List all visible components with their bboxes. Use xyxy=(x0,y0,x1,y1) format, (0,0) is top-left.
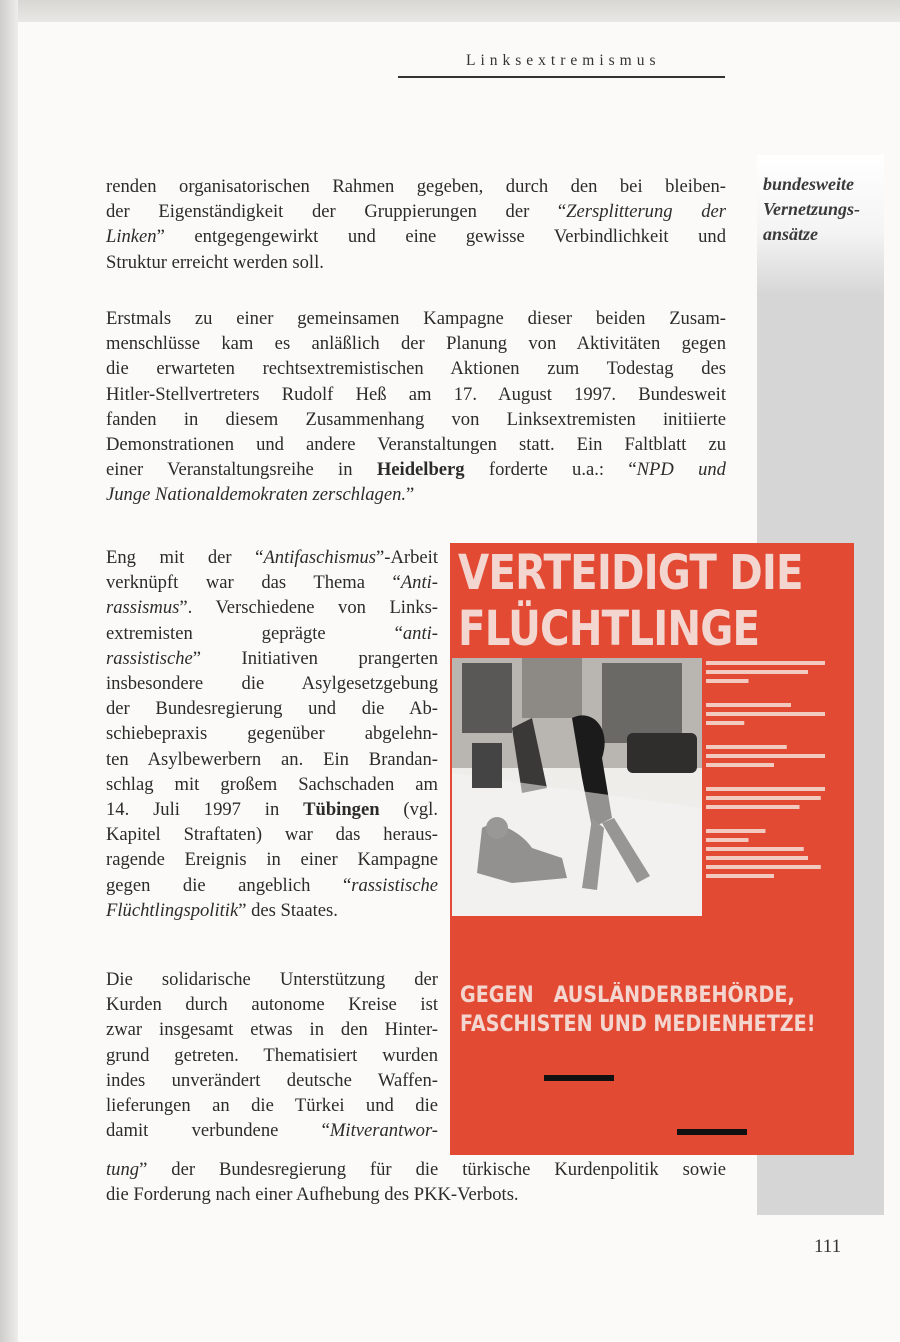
poster-slogan-line: FASCHISTEN UND MEDIENHETZE! xyxy=(460,1012,816,1037)
text-line: der Bundesregierung und die Ab- xyxy=(106,698,438,720)
protest-poster-image xyxy=(450,543,854,1155)
text-line: Demonstrationen und andere Veranstaltungen statt. Ein Faltblatt zu xyxy=(106,434,726,456)
margin-note-line: Vernetzungs- xyxy=(763,199,861,219)
text-line: 14. Juli 1997 in Tübingen (vgl. xyxy=(106,799,438,821)
text-line xyxy=(106,482,726,507)
text-run-italic: Junge Nationaldemokraten zerschlagen. xyxy=(106,484,407,506)
text-line: die Forderung nach einer Aufhebung des PKK-Verbots. xyxy=(106,1184,519,1206)
text-run: einer Veranstaltungsreihe in xyxy=(106,459,377,481)
text-line: rassismus”. Verschiedene von Links- xyxy=(106,597,438,619)
text-line: Kapitel Straftaten) war das heraus- xyxy=(106,824,438,846)
text-line: verknüpft war das Thema “Anti- xyxy=(106,572,438,594)
text-line: ten Asylbewerbern an. Ein Brandan- xyxy=(106,748,438,770)
text-run: ” xyxy=(406,484,415,506)
text-line: lieferungen an die Türkei und die xyxy=(106,1095,438,1117)
text-line: rassistische” Initiativen prangerten xyxy=(106,647,438,669)
text-line: insbesondere die Asylgesetzgebung xyxy=(106,673,438,695)
text-line: schlag mit großem Sachschaden am xyxy=(106,773,438,795)
text-run-italic: Zersplitterung der xyxy=(566,201,726,223)
text-line: schiebepraxis gegenüber abgelehn- xyxy=(106,723,438,745)
text-line: indes unverändert deutsche Waffen- xyxy=(106,1069,438,1091)
text-line: Eng mit der “Antifaschismus”-Arbeit xyxy=(106,547,438,568)
text-line: damit verbundene “Mitverantwor- xyxy=(106,1120,438,1142)
poster-small-print xyxy=(706,661,834,951)
text-line: Hitler-Stellvertreters Rudolf Heß am 17. August 1997. Bundesweit xyxy=(106,383,726,405)
poster-black-bar xyxy=(677,1129,747,1135)
text-run: forderte u.a.: “ xyxy=(464,459,637,481)
margin-note xyxy=(763,172,888,247)
text-line: extremisten geprägte “anti- xyxy=(106,622,438,644)
text-run-bold: Heidelberg xyxy=(376,459,465,481)
text-line: Flüchtlingspolitik” des Staates. xyxy=(106,899,338,921)
text-line xyxy=(106,224,726,249)
poster-headline-line: VERTEIDIGT DIE xyxy=(458,545,803,601)
page-top-shadow xyxy=(0,0,900,22)
margin-note-line: bundesweite xyxy=(763,174,855,194)
poster-bottom-slogan xyxy=(460,981,825,1039)
street-scene-photo xyxy=(452,658,702,916)
text-line: grund getreten. Thematisiert wurden xyxy=(106,1044,438,1066)
text-line: gegen die angeblich “rassistische xyxy=(106,874,438,896)
text-line: menschlüsse kam es anläßlich der Planung von Aktivitäten gegen xyxy=(106,333,726,355)
paragraph-3 xyxy=(106,545,438,923)
poster-slogan-line: GEGEN AUSLÄNDERBEHÖRDE, xyxy=(460,983,795,1008)
poster-photo xyxy=(452,658,702,916)
poster-black-bar xyxy=(544,1075,614,1081)
text-line: tung” der Bundesregierung für die türkische Kurdenpolitik sowie xyxy=(106,1159,726,1180)
text-run-italic: Linken xyxy=(106,226,157,248)
text-line: renden organisatorischen Rahmen gegeben, durch den bei bleiben- xyxy=(106,176,726,197)
page-left-shadow xyxy=(0,0,18,1342)
text-line: ragende Ereignis in einer Kampagne xyxy=(106,849,438,871)
text-line xyxy=(106,199,726,224)
text-line: Struktur erreicht werden soll. xyxy=(106,251,324,273)
paragraph-4 xyxy=(106,967,438,1143)
text-run: ” entgegengewirkt und eine gewisse Verbindlichkeit und xyxy=(156,226,726,248)
text-line: die erwarteten rechtsextremistischen Aktionen zum Todestag des xyxy=(106,358,726,380)
text-line: Kurden durch autonome Kreise ist xyxy=(106,994,438,1016)
paragraph-4-continued xyxy=(106,1157,726,1207)
text-line: Die solidarische Unterstützung der xyxy=(106,969,438,990)
text-line xyxy=(106,457,726,482)
text-line: fanden in diesem Zusammenhang von Linksextremisten initiierte xyxy=(106,408,726,430)
paragraph-2 xyxy=(106,306,726,508)
text-run-italic: NPD und xyxy=(636,459,726,481)
text-line: zwar insgesamt etwas in den Hinter- xyxy=(106,1019,438,1041)
poster-side-text xyxy=(706,661,829,954)
text-run: der Eigenständigkeit der Gruppierungen der “ xyxy=(106,201,567,223)
text-line: Erstmals zu einer gemeinsamen Kampagne dieser beiden Zusam- xyxy=(106,308,726,329)
paragraph-1 xyxy=(106,174,726,275)
page-number: 111 xyxy=(814,1236,842,1257)
running-header: Linksextremismus xyxy=(466,52,661,69)
margin-note-line: ansätze xyxy=(763,224,819,244)
header-rule xyxy=(398,76,725,78)
poster-headline xyxy=(458,545,803,657)
poster-headline-line: FLÜCHTLINGE xyxy=(458,601,760,657)
